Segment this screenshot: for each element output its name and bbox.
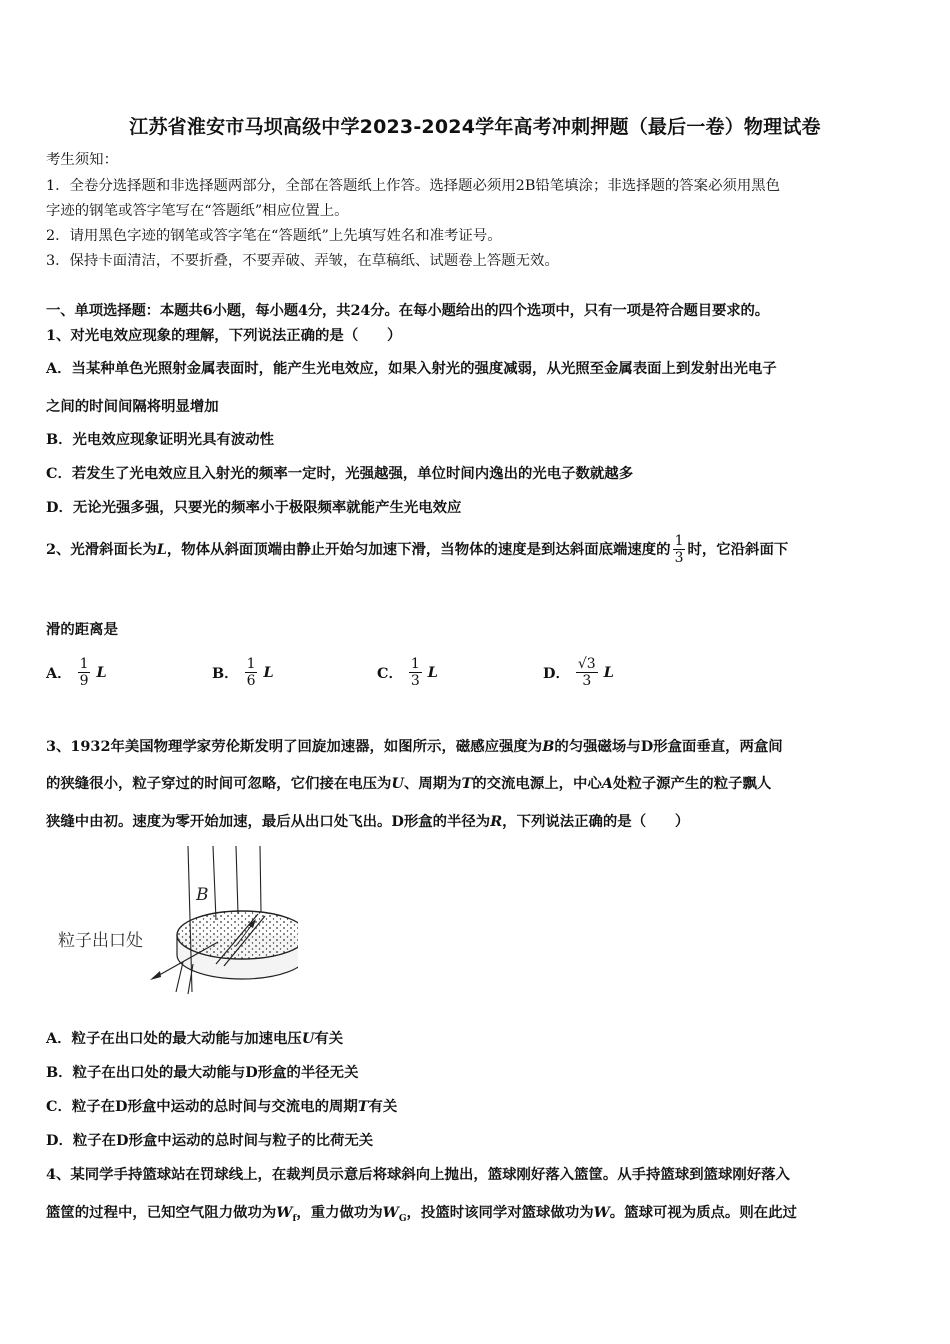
d-box-top [177, 911, 298, 959]
q1-option-a-cont: 之间的时间间隔将明显增加 [46, 398, 219, 415]
q3-a-post: 有关 [314, 1030, 344, 1047]
q4-var-W: W [593, 1204, 610, 1221]
q2-option-a-den: 9 [79, 673, 89, 689]
q2-option-c-frac [409, 656, 422, 689]
q4-l2-c: ，投篮时该同学对篮球做功为 [406, 1204, 594, 1221]
q2-option-c-num: 1 [410, 656, 420, 672]
q2-stem-line2: 滑的距离是 [46, 621, 118, 638]
q2-var-L: L [156, 540, 167, 558]
q2-option-b [212, 656, 274, 689]
q3-stem-line3 [46, 812, 689, 832]
notice-item-1-cont: 字迹的钢笔或答字笔写在“答题纸”相应位置上。 [46, 203, 349, 219]
q3-option-a [46, 1029, 343, 1049]
exit-arrowhead [150, 971, 161, 980]
q3-c-pre: C．粒子在D形盒中运动的总时间与交流电的周期 [46, 1098, 358, 1115]
q3-var-R: R [490, 813, 503, 830]
q2-stem-pre: 2、光滑斜面长为 [46, 540, 157, 558]
q3-option-d: D．粒子在D形盒中运动的总时间与粒子的比荷无关 [46, 1132, 374, 1149]
q1-option-d: D．无论光强多强，只要光的频率小于极限频率就能产生光电效应 [46, 499, 462, 516]
q3-stem-line1 [46, 737, 783, 757]
q1-option-a: A．当某种单色光照射金属表面时，能产生光电效应，如果入射光的强度减弱，从光照至金属表面上到发射出光电子 [46, 360, 777, 377]
page-title: 江苏省淮安市马坝高级中学2023-2024学年高考冲刺押题（最后一卷）物理试卷 [129, 116, 821, 138]
q3-l3-a: 狭缝中由初。速度为零开始加速，最后从出口处飞出。D形盒的半径为 [46, 813, 491, 830]
q3-option-c [46, 1097, 397, 1117]
cyclotron-figure [58, 842, 298, 1000]
figure-label-exit: 粒子出口处 [58, 931, 143, 951]
q2-fraction [673, 533, 686, 566]
q1-option-b: B．光电效应现象证明光具有波动性 [46, 431, 275, 448]
q2-stem-post: 时，它沿斜面下 [687, 540, 789, 558]
q2-option-d-label: D． [543, 665, 570, 682]
q2-frac-den: 3 [674, 550, 684, 566]
q4-sub-G: G [398, 1213, 407, 1224]
q2-option-a-frac [78, 656, 91, 689]
q2-option-a-label: A． [46, 665, 72, 682]
q3-l1-a: 3、1932年美国物理学家劳伦斯发明了回旋加速器，如图所示，磁感应强度为 [46, 738, 543, 755]
q4-sub-f: f [292, 1213, 297, 1224]
notice-item-2: 2．请用黑色字迹的钢笔或答字笔在“答题纸”上先填写姓名和准考证号。 [46, 228, 502, 244]
q3-var-A: A [601, 775, 613, 792]
field-line-3 [236, 846, 238, 914]
q1-option-c: C．若发生了光电效应且入射光的频率一定时，光强越强，单位时间内逸出的光电子数就越多 [46, 465, 634, 482]
q2-option-b-var: L [263, 664, 274, 681]
notice-item-3: 3．保持卡面清洁，不要折叠，不要弄破、弄皱，在草稿纸、试题卷上答题无效。 [46, 253, 559, 269]
q3-var-B: B [542, 738, 555, 755]
q1-stem: 1、对光电效应现象的理解，下列说法正确的是（ ） [46, 327, 402, 344]
q2-option-d [543, 656, 614, 689]
notice-heading: 考生须知： [46, 152, 118, 168]
q3-option-b: B．粒子在出口处的最大动能与D形盒的半径无关 [46, 1064, 359, 1081]
q2-option-b-frac [245, 656, 258, 689]
q2-option-b-den: 6 [246, 673, 256, 689]
q3-l2-c: 的交流电源上，中心 [472, 775, 602, 792]
q3-l2-a: 的狭缝很小，粒子穿过的时间可忽略，它们接在电压为 [46, 775, 392, 792]
q2-option-a-var: L [96, 664, 107, 681]
section-heading: 一、单项选择题：本题共6小题，每小题4分，共24分。在每小题给出的四个选项中，只有一项是符合题目要求的。 [46, 302, 770, 319]
q4-var-WG: W [382, 1204, 399, 1221]
q4-l2-a: 篮筐的过程中，已知空气阻力做功为 [46, 1204, 277, 1221]
figure-label-B: B [196, 885, 209, 905]
q3-l1-b: 的匀强磁场与D形盒面垂直，两盒间 [554, 738, 783, 755]
q2-option-d-num: √3 [577, 656, 596, 672]
q2-option-c [377, 656, 438, 689]
q2-option-c-var: L [427, 664, 438, 681]
q2-option-a-num: 1 [79, 656, 89, 672]
q3-l3-b: ，下列说法正确的是（ ） [502, 813, 690, 830]
q2-option-c-den: 3 [410, 673, 420, 689]
q4-stem-line1: 4、某同学手持篮球站在罚球线上，在裁判员示意后将球斜向上抛出，篮球刚好落入篮筐。从手持篮球到篮球刚好落入 [46, 1166, 790, 1183]
q2-stem-mid: ，物体从斜面顶端由静止开始匀加速下滑，当物体的速度是到达斜面底端速度的 [166, 540, 671, 558]
q2-stem [46, 533, 788, 566]
notice-item-1: 1．全卷分选择题和非选择题两部分，全部在答题纸上作答。选择题必须用2B铅笔填涂；非选择题的答案必须用黑色 [46, 178, 781, 194]
q2-option-d-frac [576, 656, 598, 689]
field-line-2 [213, 846, 216, 920]
q2-option-d-den: 3 [576, 672, 598, 689]
q3-a-pre: A．粒子在出口处的最大动能与加速电压 [46, 1030, 302, 1047]
q3-c-var-T: T [357, 1098, 369, 1115]
q2-option-b-label: B． [212, 665, 239, 682]
q2-option-b-num: 1 [246, 656, 256, 672]
q2-option-a [46, 656, 107, 689]
q4-l2-b: ，重力做功为 [296, 1204, 383, 1221]
q2-frac-num: 1 [674, 533, 684, 549]
q4-var-Wf: W [276, 1204, 293, 1221]
q2-option-d-var: L [603, 664, 614, 681]
q3-a-var-U: U [301, 1030, 315, 1047]
q3-stem-line2 [46, 774, 771, 794]
q4-l2-d: 。篮球可视为质点。则在此过 [609, 1204, 797, 1221]
q3-var-U: U [391, 775, 404, 792]
q3-l2-b: 、周期为 [403, 775, 462, 792]
q3-var-T: T [461, 775, 473, 792]
q4-stem-line2 [46, 1203, 797, 1229]
field-line-4 [260, 846, 261, 912]
q2-option-c-label: C． [377, 665, 403, 682]
q3-l2-d: 处粒子源产生的粒子飘人 [612, 775, 772, 792]
q3-c-post: 有关 [368, 1098, 398, 1115]
